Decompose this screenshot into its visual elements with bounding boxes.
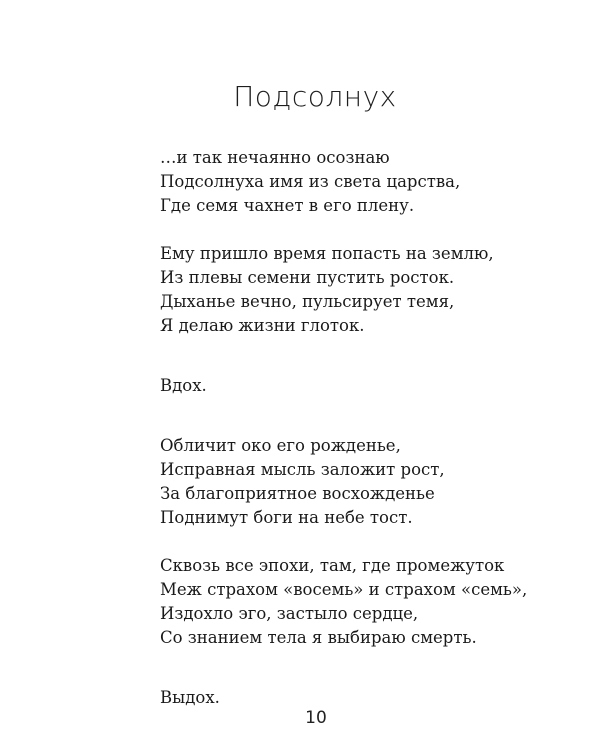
poem-line: Дыханье вечно, пульсирует темя, (160, 292, 455, 311)
poem-line: Подсолнуха имя из света царства, (160, 172, 461, 191)
stanza-gap (160, 650, 580, 686)
poem-line: Сквозь все эпохи, там, где промежуток (160, 556, 505, 575)
poem-line: …и так нечаянно осознаю (160, 148, 390, 167)
stanza-gap (160, 218, 580, 242)
stanza-gap (160, 530, 580, 554)
stanza-4 (160, 434, 580, 530)
stanza-1 (160, 146, 580, 218)
stanza-2 (160, 242, 580, 338)
page-number: 10 (305, 708, 327, 728)
poem-line: Обличит око его рожденье, (160, 436, 401, 455)
stanza-gap (160, 398, 580, 434)
poem-line: Меж страхом «восемь» и страхом «семь», (160, 580, 528, 599)
poem-line: Издохло эго, застыло сердце, (160, 604, 419, 623)
poem-title: Подсолнух (233, 80, 397, 113)
poem-line: За благоприятное восхожденье (160, 484, 435, 503)
poem-line: Где семя чахнет в его плену. (160, 196, 415, 215)
stanza-3-inhale (160, 374, 580, 398)
poem-line: Вдох. (160, 376, 207, 395)
stanza-gap (160, 338, 580, 374)
poem-line: Ему пришло время попасть на землю, (160, 244, 494, 263)
poem-line: Из плевы семени пустить росток. (160, 268, 455, 287)
poem-line: Со знанием тела я выбираю смерть. (160, 628, 477, 647)
stanza-5 (160, 554, 580, 650)
poem-line: Выдох. (160, 688, 220, 707)
poem-line: Я делаю жизни глоток. (160, 316, 365, 335)
poem-line: Исправная мысль заложит рост, (160, 460, 445, 479)
poem-line: Поднимут боги на небе тост. (160, 508, 413, 527)
poem-body (160, 146, 580, 710)
stanza-6-exhale (160, 686, 580, 710)
